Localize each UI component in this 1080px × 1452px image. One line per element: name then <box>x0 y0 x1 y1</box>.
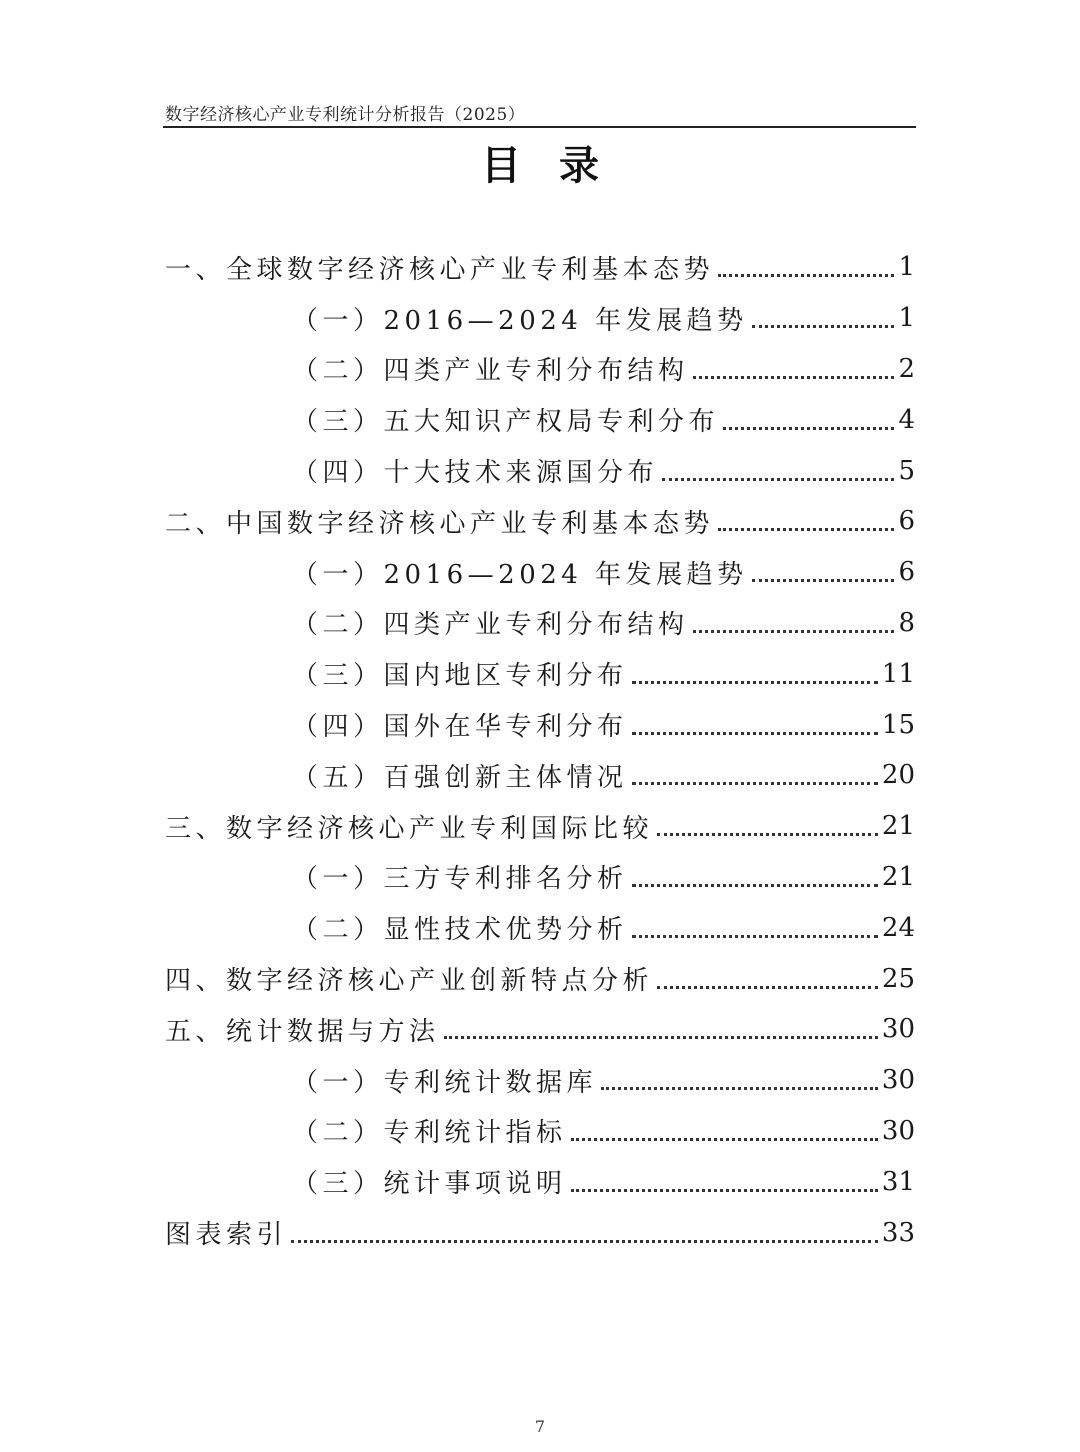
toc-entry-title: （四）国外在华专利分布 <box>292 712 628 743</box>
toc-dot-leader <box>632 883 878 887</box>
toc-dot-leader <box>632 680 878 684</box>
toc-entry-page-number: 20 <box>881 760 915 791</box>
toc-entry-page-number: 4 <box>898 404 915 435</box>
header-rule <box>163 126 916 128</box>
toc-section-entry[interactable] <box>165 648 915 699</box>
toc-entry-title: 二、中国数字经济核心产业专利基本态势 <box>165 508 715 539</box>
toc-entry-title: （一）2016—2024 年发展趋势 <box>292 305 748 336</box>
toc-entry-page-number: 33 <box>881 1217 915 1248</box>
toc-title: 目录 <box>481 142 637 189</box>
toc-entry-page-number: 21 <box>881 811 915 842</box>
toc-section-entry[interactable] <box>165 1055 915 1106</box>
toc-chapter-entry[interactable] <box>165 1207 915 1258</box>
toc-dot-leader <box>444 1035 878 1039</box>
page-number: 7 <box>534 1417 546 1436</box>
toc-list <box>165 242 915 1258</box>
toc-section-entry[interactable] <box>165 293 915 344</box>
toc-dot-leader <box>723 426 894 430</box>
toc-section-entry[interactable] <box>165 1156 915 1207</box>
toc-entry-page-number: 30 <box>881 1115 915 1146</box>
toc-dot-leader <box>291 1239 878 1243</box>
toc-entry-title: （二）四类产业专利分布结构 <box>292 356 689 387</box>
toc-entry-title: （二）显性技术优势分析 <box>292 915 628 946</box>
toc-chapter-entry[interactable] <box>165 496 915 547</box>
toc-entry-title: 一、全球数字经济核心产业专利基本态势 <box>165 254 715 285</box>
toc-section-entry[interactable] <box>165 394 915 445</box>
toc-entry-page-number: 15 <box>881 709 915 740</box>
toc-dot-leader <box>632 731 878 735</box>
toc-section-entry[interactable] <box>165 445 915 496</box>
toc-entry-title: （一）专利统计数据库 <box>292 1067 598 1098</box>
toc-entry-page-number: 24 <box>881 912 915 943</box>
toc-section-entry[interactable] <box>165 699 915 750</box>
toc-entry-page-number: 31 <box>881 1166 915 1197</box>
toc-chapter-entry[interactable] <box>165 1004 915 1055</box>
toc-dot-leader <box>601 1086 878 1090</box>
toc-entry-title: 图表索引 <box>165 1220 288 1251</box>
toc-section-entry[interactable] <box>165 598 915 649</box>
toc-entry-page-number: 21 <box>881 861 915 892</box>
toc-entry-title: （一）2016—2024 年发展趋势 <box>292 559 748 590</box>
toc-dot-leader <box>752 578 895 582</box>
toc-entry-title: （二）专利统计指标 <box>292 1118 567 1149</box>
toc-section-entry[interactable] <box>165 852 915 903</box>
toc-entry-page-number: 1 <box>898 303 915 334</box>
toc-entry-title: （三）统计事项说明 <box>292 1169 567 1200</box>
toc-dot-leader <box>752 324 895 328</box>
toc-dot-leader <box>662 477 894 481</box>
toc-section-entry[interactable] <box>165 344 915 395</box>
toc-dot-leader <box>571 1188 878 1192</box>
toc-dot-leader <box>571 1137 878 1141</box>
running-header: 数字经济核心产业专利统计分析报告（2025） <box>165 105 526 125</box>
toc-dot-leader <box>693 375 895 379</box>
toc-entry-title: 三、数字经济核心产业专利国际比较 <box>165 813 654 844</box>
toc-section-entry[interactable] <box>165 750 915 801</box>
toc-entry-page-number: 25 <box>881 963 915 994</box>
toc-entry-page-number: 1 <box>898 252 915 283</box>
toc-dot-leader <box>718 273 894 277</box>
toc-section-entry[interactable] <box>165 547 915 598</box>
toc-dot-leader <box>693 629 895 633</box>
toc-entry-title: 五、统计数据与方法 <box>165 1016 440 1047</box>
toc-entry-page-number: 30 <box>881 1065 915 1096</box>
toc-entry-page-number: 5 <box>898 455 915 486</box>
toc-dot-leader <box>718 527 894 531</box>
toc-chapter-entry[interactable] <box>165 953 915 1004</box>
toc-entry-page-number: 11 <box>881 658 915 689</box>
toc-entry-title: （三）五大知识产权局专利分布 <box>292 407 720 438</box>
toc-section-entry[interactable] <box>165 1106 915 1157</box>
toc-section-entry[interactable] <box>165 902 915 953</box>
toc-chapter-entry[interactable] <box>165 801 915 852</box>
toc-dot-leader <box>632 934 878 938</box>
toc-entry-title: （一）三方专利排名分析 <box>292 864 628 895</box>
toc-entry-title: （五）百强创新主体情况 <box>292 762 628 793</box>
toc-dot-leader <box>657 985 878 989</box>
toc-entry-page-number: 30 <box>881 1014 915 1045</box>
toc-entry-title: （二）四类产业专利分布结构 <box>292 610 689 641</box>
toc-entry-page-number: 6 <box>898 557 915 588</box>
toc-entry-title: （三）国内地区专利分布 <box>292 661 628 692</box>
toc-entry-page-number: 2 <box>898 353 915 384</box>
toc-entry-title: （四）十大技术来源国分布 <box>292 458 659 489</box>
toc-entry-title: 四、数字经济核心产业创新特点分析 <box>165 966 654 997</box>
toc-entry-page-number: 6 <box>898 506 915 537</box>
toc-chapter-entry[interactable] <box>165 242 915 293</box>
toc-entry-page-number: 8 <box>898 607 915 638</box>
toc-dot-leader <box>657 832 878 836</box>
toc-dot-leader <box>632 781 878 785</box>
